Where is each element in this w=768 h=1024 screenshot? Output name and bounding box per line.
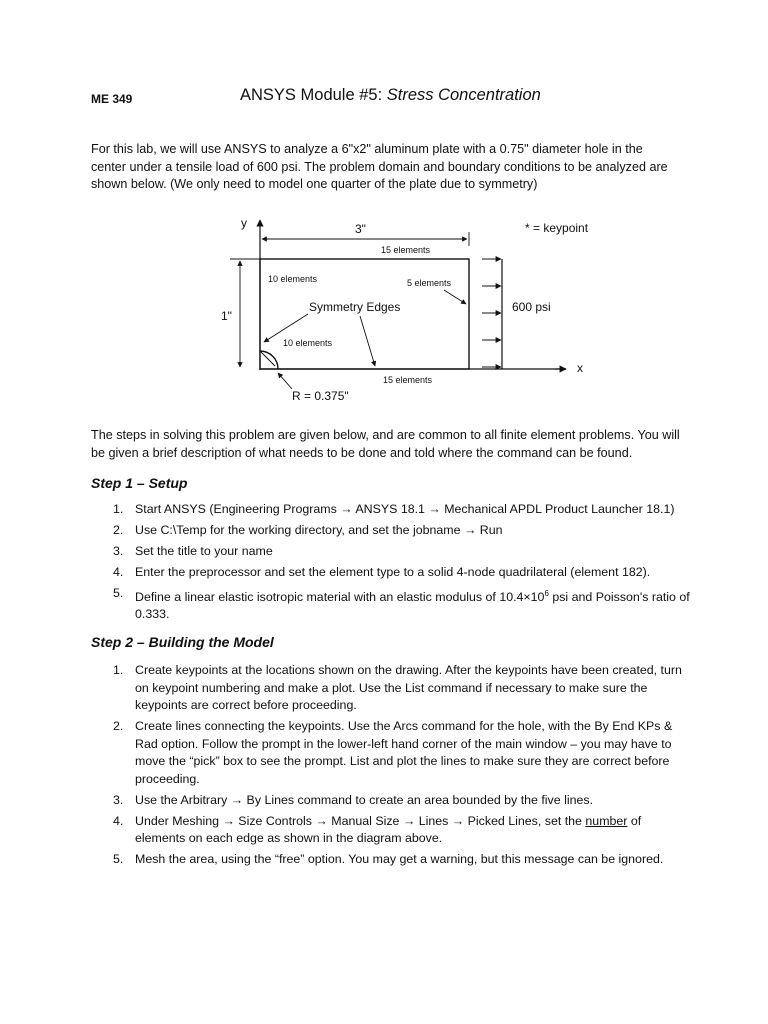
list-item	[91, 718, 691, 788]
step2-list	[91, 662, 691, 872]
step1-heading: Step 1 – Setup	[91, 475, 188, 491]
item-text-cont: of elements on each edge as shown in the diagram above.	[135, 813, 642, 846]
item-text: Use the Arbitrary → By Lines command to create an area bounded by the five lines.	[135, 792, 594, 807]
step1-list	[91, 501, 691, 627]
list-item	[91, 501, 691, 519]
item-number: 3.	[113, 792, 124, 807]
exponent: 6	[544, 588, 549, 598]
list-item	[91, 792, 691, 810]
radius-pointer	[278, 373, 292, 389]
list-item	[91, 543, 691, 561]
x-axis-label: x	[577, 361, 583, 375]
item-number: 4.	[113, 564, 124, 579]
list-item	[91, 564, 691, 582]
document-header	[91, 86, 691, 110]
symmetry-pointer-bottom	[360, 316, 375, 366]
item-number: 2.	[113, 522, 124, 537]
item-number: 1.	[113, 502, 124, 516]
top-elements-label: 15 elements	[381, 245, 431, 255]
step2-heading: Step 2 – Building the Model	[91, 634, 274, 650]
load-label: 600 psi	[512, 300, 551, 314]
item-text: Start ANSYS (Engineering Programs → ANSYS 18.1 → Mechanical APDL Product Launcher 18.1)	[135, 502, 675, 516]
item-number: 3.	[113, 543, 124, 558]
item-text: Define a linear elastic isotropic material with an elastic modulus of 10.4×10	[135, 589, 545, 604]
y-axis-label: y	[241, 216, 247, 230]
right-elements-label: 5 elements	[407, 278, 452, 288]
plate-diagram	[200, 210, 600, 410]
title-italic: Stress Concentration	[386, 86, 541, 104]
symmetry-label: Symmetry Edges	[309, 300, 401, 314]
course-code: ME 349	[91, 92, 133, 106]
item-text: Create lines connecting the keypoints. Use the Arcs command for the hole, with the By End KPs & Rad option. Follow the prompt in the lower-left hand corner of the main window – you may have to move the “pick” box to see the prompt. List and plot the lines to make sure they are correct before proceeding.	[135, 719, 673, 786]
left-lower-elements-label: 10 elements	[283, 338, 333, 348]
right-elements-pointer	[444, 290, 466, 304]
list-item	[91, 851, 691, 869]
list-item	[91, 522, 691, 540]
item-number: 5.	[113, 852, 124, 867]
height-label: 1"	[221, 309, 232, 323]
underlined-word: number	[585, 813, 628, 828]
list-item	[91, 813, 691, 848]
list-item	[91, 662, 691, 715]
steps-intro-paragraph: The steps in solving this problem are given below, and are common to all finite element problems. You will be given a brief description of what needs to be done and told where the command can be found.	[91, 428, 680, 460]
radius-label: R = 0.375"	[292, 389, 349, 403]
item-text: Enter the preprocessor and set the element type to a solid 4-node quadrilateral (element 182).	[135, 564, 651, 579]
width-label: 3"	[355, 222, 366, 236]
list-item	[91, 585, 691, 624]
item-text: Under Meshing → Size Controls → Manual Size → Lines → Picked Lines, set the	[135, 813, 586, 828]
keypoint-legend: * = keypoint	[525, 221, 589, 235]
item-text: Create keypoints at the locations shown on the drawing. After the keypoints have been created, turn on keypoint numbering and make a plot. Use the List command if necessary to make sure the keypoints are correct before proceeding.	[135, 663, 682, 713]
item-number: 2.	[113, 719, 124, 734]
item-text: Mesh the area, using the “free” option. You may get a warning, but this message can be ignored.	[135, 852, 664, 867]
item-text-cont: psi and Poisson's ratio of 0.333.	[135, 589, 690, 622]
title-plain: ANSYS Module #5:	[240, 86, 387, 104]
item-number: 1.	[113, 663, 124, 677]
page-title	[240, 86, 541, 105]
left-upper-elements-label: 10 elements	[268, 274, 318, 284]
bottom-elements-label: 15 elements	[383, 375, 433, 385]
intro-paragraph: For this lab, we will use ANSYS to analyze a 6"x2" aluminum plate with a 0.75" diameter hole in the center under a tensile load of 600 psi. The problem domain and boundary conditions to be analyzed are shown below. (We only need to model one quarter of the plate due to symmetry)	[91, 142, 668, 192]
item-text: Use C:\Temp for the working directory, and set the jobname → Run	[135, 522, 503, 537]
item-text: Set the title to your name	[135, 543, 273, 558]
item-number: 5.	[113, 585, 124, 600]
item-number: 4.	[113, 813, 124, 828]
